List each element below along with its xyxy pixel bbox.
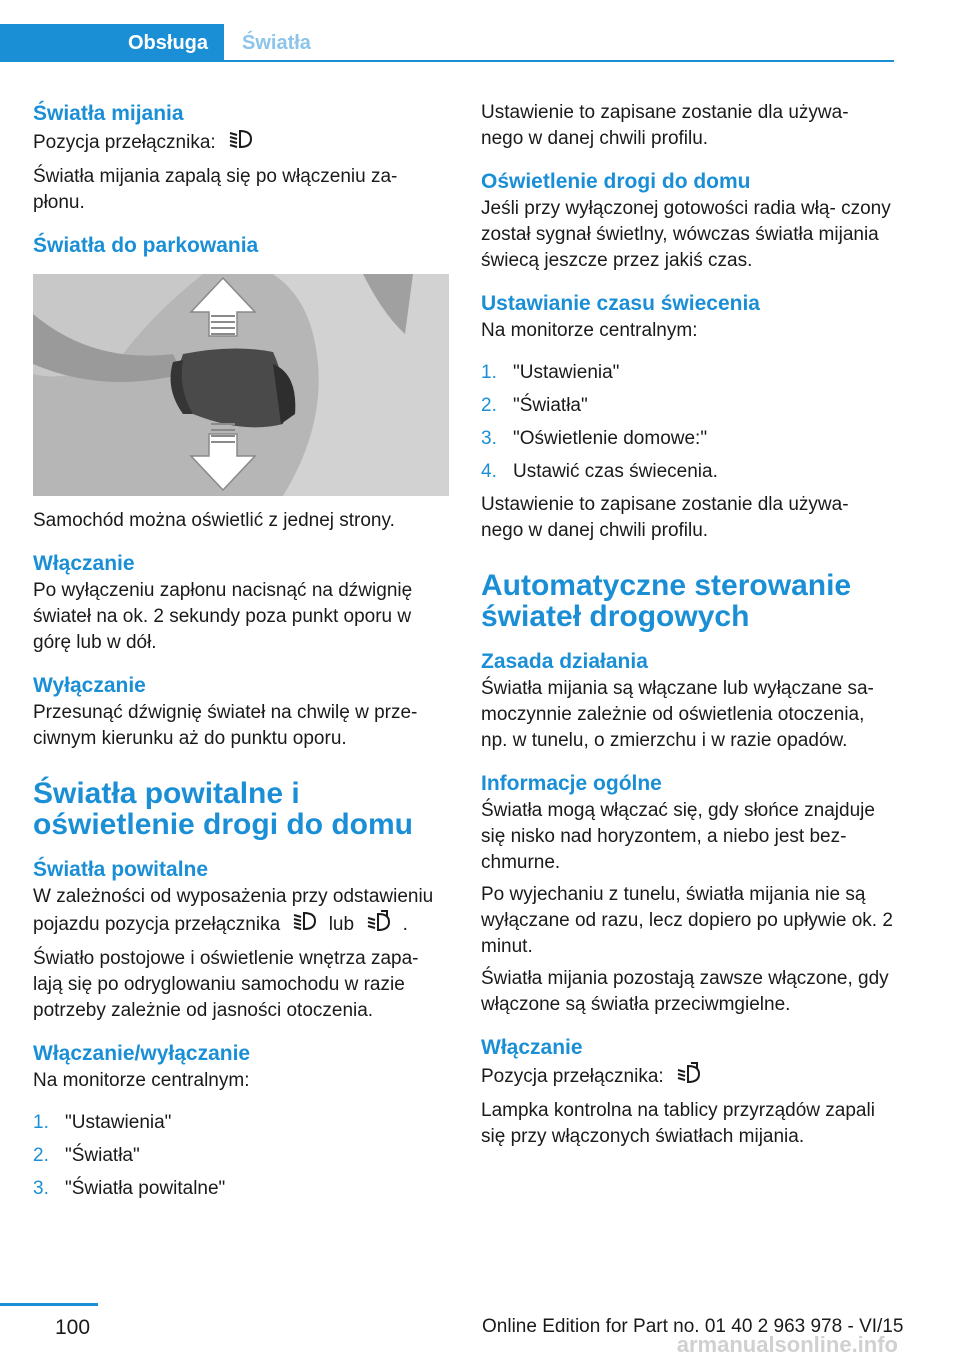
low-beam-icon xyxy=(291,910,317,940)
heading-wlaczanie-right: Włączanie xyxy=(481,1036,583,1059)
page-header xyxy=(0,0,894,62)
heading-czasu: Ustawianie czasu świecenia xyxy=(481,292,760,315)
tab-obsluga[interactable]: Obsługa xyxy=(0,24,224,62)
paragraph-drogi: Jeśli przy wyłączonej gotowości radia włą‐ czony został sygnał świetlny, wówczas światła mijania świecą jeszcze przez jakiś czas. xyxy=(481,198,891,271)
right-column xyxy=(481,100,893,1150)
paragraph-mijania: Światła mijania zapalą się po włączeniu za‐ płonu. xyxy=(33,166,398,213)
list-item: 4. Ustawić czas świecenia. xyxy=(481,461,718,482)
paragraph-pozycja-right: Pozycja przełącznika: xyxy=(481,1062,893,1092)
header-rule xyxy=(0,60,894,62)
list-item: 2. "Światła" xyxy=(481,395,588,416)
paragraph-ustawienie-2: Ustawienie to zapisane zostanie dla używa‐ nego w danej chwili profilu. xyxy=(481,494,849,541)
heading-oswietlenie-drogi: Oświetlenie drogi do domu xyxy=(481,170,751,193)
tab-swiatla[interactable]: Światła xyxy=(242,31,311,54)
list-item: 1. "Ustawienia" xyxy=(33,1112,172,1133)
paragraph-monitor-right: Na monitorze centralnym: xyxy=(481,320,698,341)
list-item: 2. "Światła" xyxy=(33,1145,140,1166)
page-number-rule xyxy=(0,1303,98,1306)
list-item: 1. "Ustawienia" xyxy=(481,362,620,383)
heading-wylaczanie: Wyłączanie xyxy=(33,674,146,697)
heading-zasada: Zasada działania xyxy=(481,650,648,673)
edition-footer: Online Edition for Part no. 01 40 2 963 978 - VI/15 xyxy=(482,1316,904,1337)
paragraph-info-2: Po wyjechaniu z tunelu, światła mijania nie są wyłączane od razu, lecz dopiero po upływie ok. 2 minut. xyxy=(481,884,893,957)
low-beam-icon xyxy=(227,128,253,158)
paragraph-monitor-left: Na monitorze centralnym: xyxy=(33,1070,250,1091)
heading-wlaczanie-wylaczanie: Włączanie/wyłączanie xyxy=(33,1042,251,1065)
heading-parkowania: Światła do parkowania xyxy=(33,234,259,257)
list-item: 3. "Światła powitalne" xyxy=(33,1178,226,1199)
paragraph-postojowe: Światło postojowe i oświetlenie wnętrza zapa‐ lają się po odryglowaniu samochodu w razie potrzeby zależnie od jasności otoczenia. xyxy=(33,948,419,1021)
paragraph-powitalne: W zależności od wyposażenia przy odstawieniu pojazdu pozycja przełącznika lub . xyxy=(33,884,449,940)
steps-list-right xyxy=(481,360,893,485)
paragraph-info-1: Światła mogą włączać się, gdy słońce znajduje się nisko nad horyzontem, a niebo jest bez‐ chmurne. xyxy=(481,800,875,873)
paragraph-info-3: Światła mijania pozostają zawsze włączone, gdy włączone są światła przeciwmgielne. xyxy=(481,968,889,1015)
paragraph-lampka: Lampka kontrolna na tablicy przyrządów zapali się przy włączonych światłach mijania. xyxy=(481,1100,875,1147)
auto-light-icon xyxy=(675,1062,701,1092)
paragraph-wylaczanie: Przesunąć dźwignię świateł na chwilę w prze‐ ciwnym kierunku aż do punktu oporu. xyxy=(33,702,418,749)
light-lever-illustration xyxy=(33,274,449,496)
steps-list-left xyxy=(33,1110,449,1202)
left-column xyxy=(33,100,449,1209)
paragraph-ustawienie-1: Ustawienie to zapisane zostanie dla używa‐ nego w danej chwili profilu. xyxy=(481,102,849,149)
heading-wlaczanie: Włączanie xyxy=(33,552,135,575)
paragraph-jednej-strony: Samochód można oświetlić z jednej strony. xyxy=(33,510,395,531)
heading-swiatla-powitalne: Światła powitalne xyxy=(33,858,209,881)
heading-automatyczne-section: Automatyczne sterowanie świateł drogowych xyxy=(481,569,852,633)
watermark: armanualsonline.info xyxy=(676,1332,898,1357)
heading-powitalne-section: Światła powitalne i oświetlenie drogi do domu xyxy=(33,777,414,841)
paragraph-zasada: Światła mijania są włączane lub wyłączane sa‐ moczynnie zależnie od oświetlenia otoczenia, np. w tunelu, o zmierzchu i w razie opadów. xyxy=(481,678,874,751)
paragraph-wlaczanie: Po wyłączeniu zapłonu nacisnąć na dźwignię świateł na ok. 2 sekundy poza punkt oporu w górę lub w dół. xyxy=(33,580,413,653)
heading-informacje: Informacje ogólne xyxy=(481,772,662,795)
auto-light-icon xyxy=(365,910,391,940)
paragraph-pozycja: Pozycja przełącznika: xyxy=(33,128,449,158)
list-item: 3. "Oświetlenie domowe:" xyxy=(481,428,708,449)
heading-swiatla-mijania: Światła mijania xyxy=(33,102,184,125)
page-number: 100 xyxy=(55,1316,91,1339)
